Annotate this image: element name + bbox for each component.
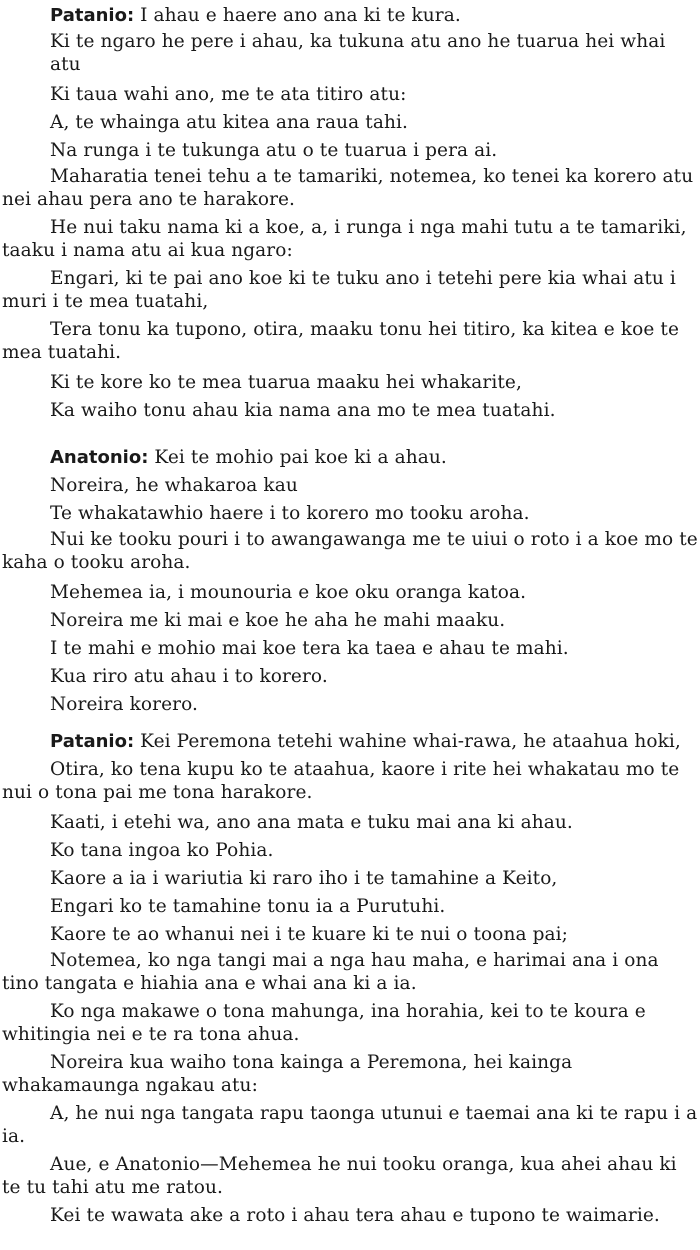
line-text: Kei te mohio pai koe ki a ahau. [154, 447, 447, 468]
dialogue-line: Kaore a ia i wariutia ki raro iho i te tamahine a Keito, [50, 868, 558, 889]
dialogue-section-patanio-1 [0, 2, 700, 425]
dialogue-line: A, te whainga atu kitea ana raua tahi. [50, 112, 408, 133]
dialogue-line: Maharatia tenei tehu a te tamariki, notemea, ko tenei ka korero atu nei ahau pera ano te harakore. [2, 166, 694, 210]
dialogue-line [0, 2, 700, 30]
line-text: I ahau e haere ano ana ki te kura. [140, 5, 461, 26]
dialogue-line: Noreira, he whakaroa kau [50, 475, 298, 496]
speaker-name: Anatonio: [50, 447, 149, 468]
dialogue-line: Te whakatawhio haere i to korero mo tooku aroha. [50, 503, 530, 524]
dialogue-line [0, 444, 700, 472]
dialogue-line: Noreira kua waiho tona kainga a Peremona, hei kainga whakamaunga ngakau atu: [2, 1052, 573, 1096]
dialogue-line: Ko nga makawe o tona mahunga, ina horahia, kei to te koura e whitingia nei e te ra tona ahua. [2, 1001, 646, 1045]
dialogue-line [0, 730, 700, 758]
dialogue-section-anatonio [0, 444, 700, 719]
dialogue-line: Kua riro atu ahau i to korero. [50, 666, 328, 687]
dialogue-line: Noreira korero. [50, 694, 198, 715]
speaker-name: Patanio: [50, 731, 135, 752]
line-text: Kei Peremona tetehi wahine whai-rawa, he ataahua hoki, [140, 731, 681, 752]
speaker-name: Patanio: [50, 5, 135, 26]
dialogue-line: Kei te wawata ake a roto i ahau tera ahau e tupono te waimarie. [50, 1205, 660, 1226]
dialogue-line: Ka waiho tonu ahau kia nama ana mo te mea tuatahi. [50, 400, 556, 421]
dialogue-line: Kaati, i etehi wa, ano ana mata e tuku mai ana ki ahau. [50, 812, 573, 833]
dialogue-line: Tera tonu ka tupono, otira, maaku tonu hei titiro, ka kitea e koe te mea tuatahi. [2, 319, 679, 363]
dialogue-line [0, 30, 700, 81]
dialogue-line: Aue, e Anatonio—Mehemea he nui tooku oranga, kua ahei ahau ki te tu tahi atu me ratou. [2, 1154, 677, 1198]
dialogue-line: He nui taku nama ki a koe, a, i runga i nga mahi tutu a te tamariki, taaku i nama atu ai kua ngaro: [2, 217, 687, 261]
dialogue-section-patanio-2 [0, 730, 700, 1232]
dialogue-line: Mehemea ia, i mounouria e koe oku oranga katoa. [50, 582, 527, 603]
dialogue-line: Engari ko te tamahine tonu ia a Purutuhi. [50, 896, 446, 917]
dialogue-line: Noreira me ki mai e koe he aha he mahi maaku. [50, 610, 506, 631]
dialogue-line: Engari, ki te pai ano koe ki te tuku ano i tetehi pere kia whai atu i muri i te mea tuatahi, [2, 268, 676, 312]
dialogue-line: I te mahi e mohio mai koe tera ka taea e ahau te mahi. [50, 638, 569, 659]
dialogue-line: Na runga i te tukunga atu o te tuarua i pera ai. [50, 140, 498, 161]
dialogue-line: Kaore te ao whanui nei i te kuare ki te nui o toona pai; [50, 924, 568, 945]
line-text: Ki te ngaro he pere i ahau, ka tukuna atu ano he tuarua hei whai atu [50, 31, 666, 75]
dialogue-line: Notemea, ko nga tangi mai a nga hau maha, e harimai ana i ona tino tangata e hiahia ana e whai ana ki a ia. [2, 950, 659, 994]
dialogue-line: A, he nui nga tangata rapu taonga utunui e taemai ana ki te rapu i a ia. [2, 1103, 698, 1147]
dialogue-line: Ko tana ingoa ko Pohia. [50, 840, 274, 861]
dialogue-line: Ki taua wahi ano, me te ata titiro atu: [50, 84, 407, 105]
dialogue-line: Otira, ko tena kupu ko te ataahua, kaore i rite hei whakatau mo te nui o tona pai me tona harakore. [2, 759, 680, 803]
dialogue-line: Ki te kore ko te mea tuarua maaku hei whakarite, [50, 372, 522, 393]
dialogue-line: Nui ke tooku pouri i to awangawanga me te uiui o roto i a koe mo te kaha o tooku aroha. [2, 529, 698, 573]
